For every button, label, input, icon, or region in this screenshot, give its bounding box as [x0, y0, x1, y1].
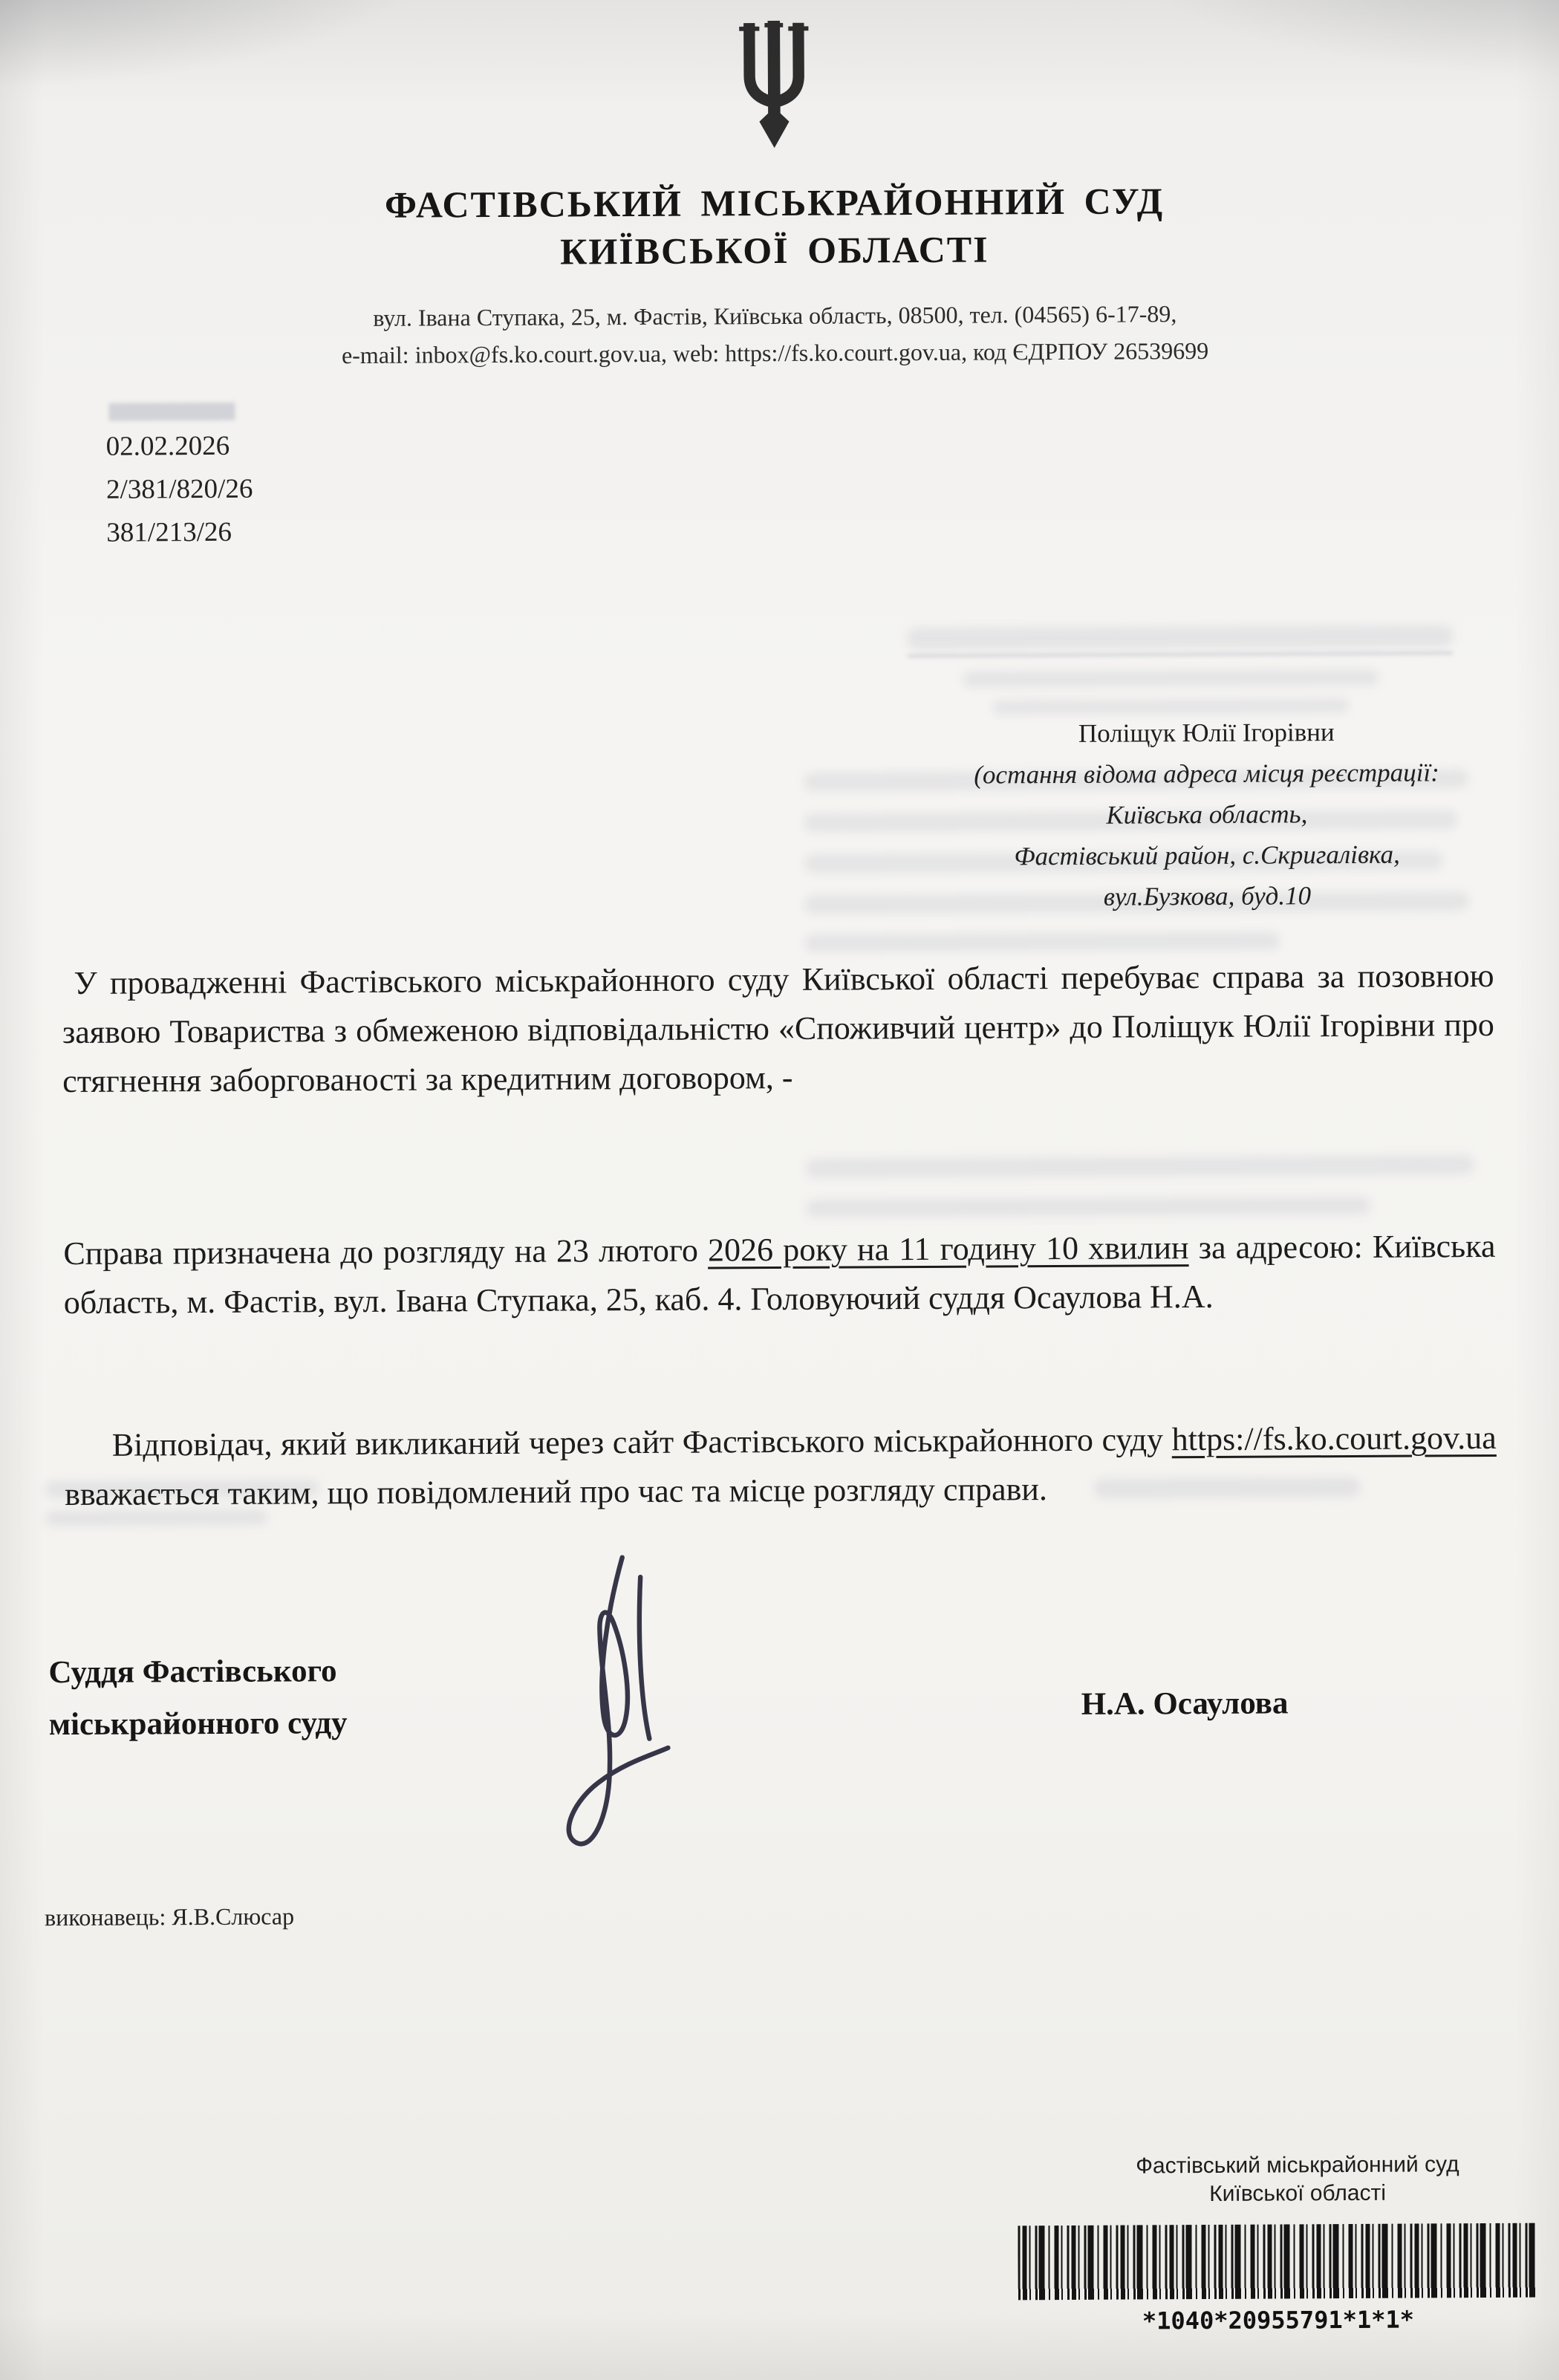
judge-name: Н.А. Осаулова [1081, 1685, 1289, 1722]
hearing-address-text: за адресою: Київська область, м. Фастів, вул. Івана Ступака, 25, каб. 4. Головуючий суддя Осаулова Н.А. [63, 1227, 1496, 1321]
bleedthrough-artifact [907, 651, 1453, 657]
court-contact: e-mail: inbox@fs.ko.court.gov.ua, web: https://fs.ko.court.gov.ua, код ЄДРПОУ 26539699 [341, 336, 1209, 369]
court-address: вул. Івана Ступака, 25, м. Фастів, Київська область, 08500, тел. (04565) 6-17-89, [373, 300, 1177, 331]
stamp-court-name: Фастівський міськрайонний суд [1136, 2152, 1459, 2179]
judge-title [48, 1645, 348, 1751]
recipient-address-note: (остання відома адреса місця реєстрації: [974, 758, 1439, 790]
hearing-datetime-underlined: 2026 року на 11 годину 10 хвилин [707, 1229, 1189, 1269]
notification-text: Відповідач, який викликаний через сайт Фастівського міськрайонного суду [111, 1421, 1172, 1463]
recipient-address-line: вул.Бузкова, буд.10 [1103, 881, 1312, 911]
court-header [0, 16, 1555, 372]
barcode [1018, 2223, 1538, 2301]
outgoing-number: 381/213/26 [106, 516, 232, 548]
hearing-text: Справа призначена до розгляду на 23 лютого [63, 1232, 709, 1272]
judge-signature [460, 1530, 778, 1893]
coat-of-arms-icon [729, 19, 818, 160]
barcode-number: *1040*20955791*1*1* [1142, 2305, 1415, 2335]
notification-text-end: вважається таким, що повідомлений про час та місце розгляду справи. [65, 1471, 1048, 1513]
document-meta [106, 425, 253, 555]
recipient-address-line: Київська область, [1106, 799, 1308, 830]
case-number: 2/381/820/26 [105, 473, 253, 505]
court-stamp-label [1056, 2150, 1539, 2209]
document-date: 02.02.2026 [105, 430, 230, 462]
executor-note: виконавець: Я.В.Слюсар [45, 1902, 295, 1931]
court-name-line1: ФАСТІВСЬКИЙ МІСЬКРАЙОННИЙ СУД [384, 180, 1165, 226]
paragraph-hearing-info [63, 1222, 1496, 1327]
court-name-line2: КИЇВСЬКОЇ ОБЛАСТІ [559, 228, 989, 273]
recipient-name: Поліщук Юлії Ігорівни [1078, 718, 1335, 748]
court-website-link: https://fs.ko.court.gov.ua [1171, 1419, 1497, 1458]
bleedthrough-artifact [804, 931, 1280, 952]
stamp-region: Київської області [1209, 2180, 1387, 2206]
bleedthrough-artifact [963, 669, 1379, 688]
paragraph-notification [65, 1414, 1497, 1519]
recipient-block [922, 711, 1491, 918]
bleedthrough-artifact [108, 403, 235, 421]
judge-title-line1: Суддя Фастівського [48, 1654, 337, 1691]
judge-title-line2: міськрайонного суду [48, 1706, 348, 1743]
bleedthrough-artifact [907, 625, 1453, 650]
paragraph-case-info: У провадженні Фастівського міськрайонного суду Київської області перебуває справа за позовною заявою Товариства з обмеженою відповідальністю «Споживчий центр» до Поліщук Юлії Ігорівни про стягнення заборгованості за кредитним договором, - [62, 957, 1494, 1100]
letter-body [62, 952, 1497, 1568]
recipient-address-line: Фастівський район, с.Скригалівка, [1014, 839, 1400, 871]
